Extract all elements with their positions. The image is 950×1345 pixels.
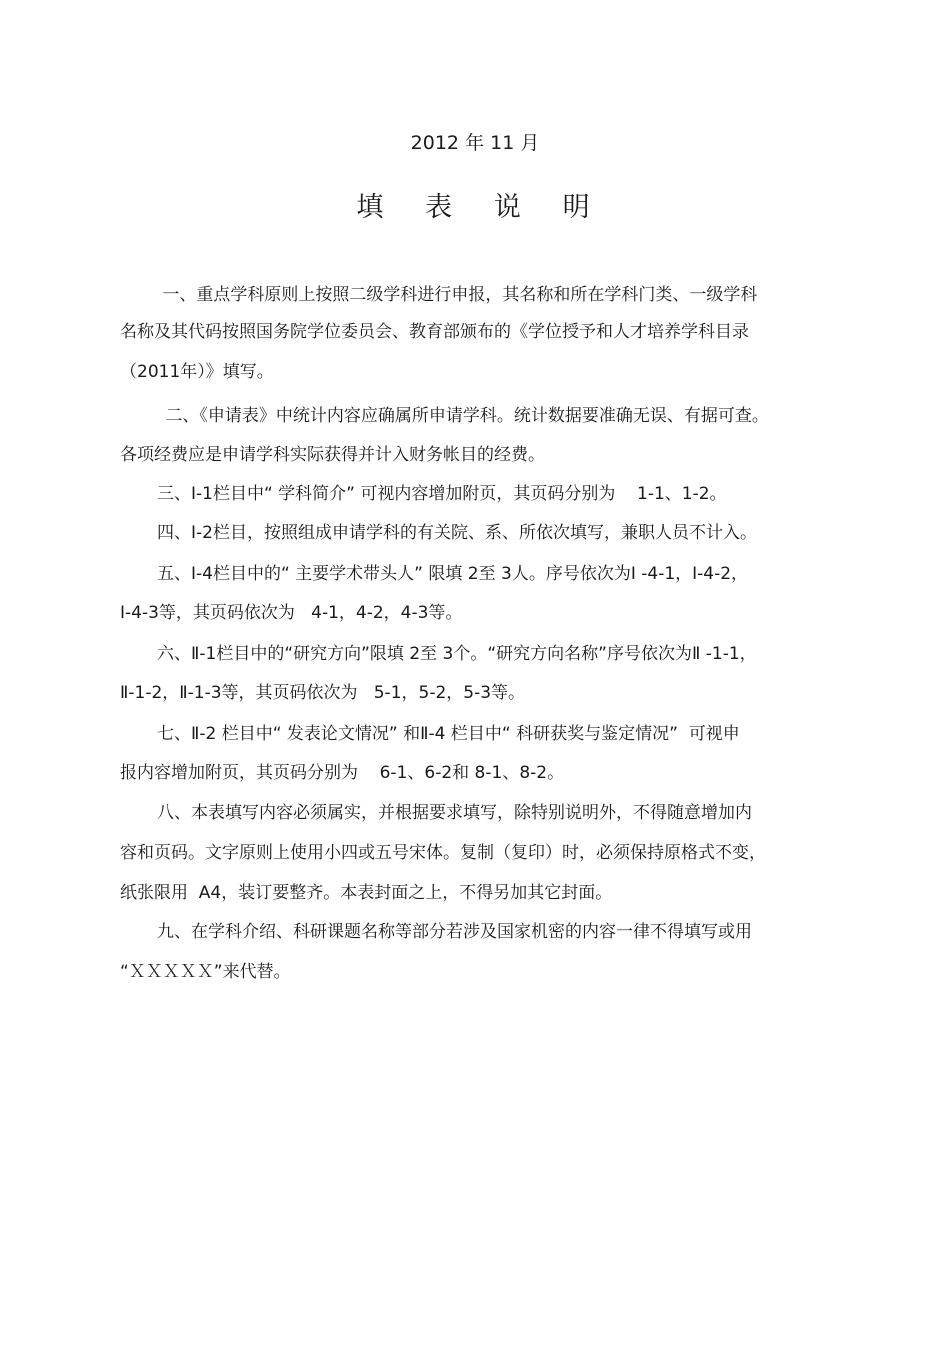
instruction-line: 七、Ⅱ-2 栏目中“ 发表论文情况” 和Ⅱ-4 栏目中“ 科研获奖与鉴定情况” 可视申 — [157, 724, 740, 744]
date-line: 2012 年 11 月 — [410, 132, 540, 154]
instruction-line: 五、Ⅰ-4栏目中的“ 主要学术带头人” 限填 2至 3人。序号依次为Ⅰ -4-1，Ⅰ-4-2， — [157, 564, 749, 584]
instruction-line: 名称及其代码按照国务院学位委员会、教育部颁布的《学位授予和人才培养学科目录 — [120, 322, 749, 342]
instruction-line: （2011年）》填写。 — [120, 362, 274, 382]
instruction-line: 报内容增加附页，其页码分别为 6-1、6-2和 8-1、8-2。 — [120, 763, 565, 783]
instruction-line: 各项经费应是申请学科实际获得并计入财务帐目的经费。 — [120, 445, 545, 465]
instruction-line: Ⅱ-1-2，Ⅱ-1-3等，其页码依次为 5-1，5-2，5-3等。 — [120, 683, 526, 703]
instruction-line: 一、重点学科原则上按照二级学科进行申报，其名称和所在学科门类、一级学科 — [157, 285, 758, 305]
instruction-line: 九、在学科介绍、科研课题名称等部分若涉及国家机密的内容一律不得填写或用 — [157, 922, 752, 942]
instruction-line: “ＸＸＸＸＸ”来代替。 — [120, 962, 291, 982]
instruction-line: 六、Ⅱ-1栏目中的“研究方向”限填 2至 3个。“研究方向名称”序号依次为Ⅱ -1-1， — [157, 644, 757, 664]
instruction-line: Ⅰ-4-3等，其页码依次为 4-1，4-2，4-3等。 — [120, 603, 463, 623]
page-title: 填 表 说 明 — [356, 192, 594, 223]
instruction-line: 二、《申请表》中统计内容应确属所申请学科。统计数据要准确无误、有据可查。 — [160, 406, 769, 426]
instruction-line: 三、Ⅰ-1栏目中“ 学科简介” 可视内容增加附页，其页码分别为 1-1、1-2。 — [157, 484, 727, 504]
instruction-line: 四、Ⅰ-2栏目，按照组成申请学科的有关院、系、所依次填写，兼职人员不计入。 — [157, 523, 757, 543]
instruction-line: 容和页码。文字原则上使用小四或五号宋体。复制（复印）时，必须保持原格式不变， — [120, 843, 766, 863]
instruction-line: 纸张限用 A4，装订要整齐。本表封面之上，不得另加其它封面。 — [120, 883, 613, 903]
instruction-line: 八、本表填写内容必须属实，并根据要求填写，除特别说明外，不得随意增加内 — [157, 803, 752, 823]
